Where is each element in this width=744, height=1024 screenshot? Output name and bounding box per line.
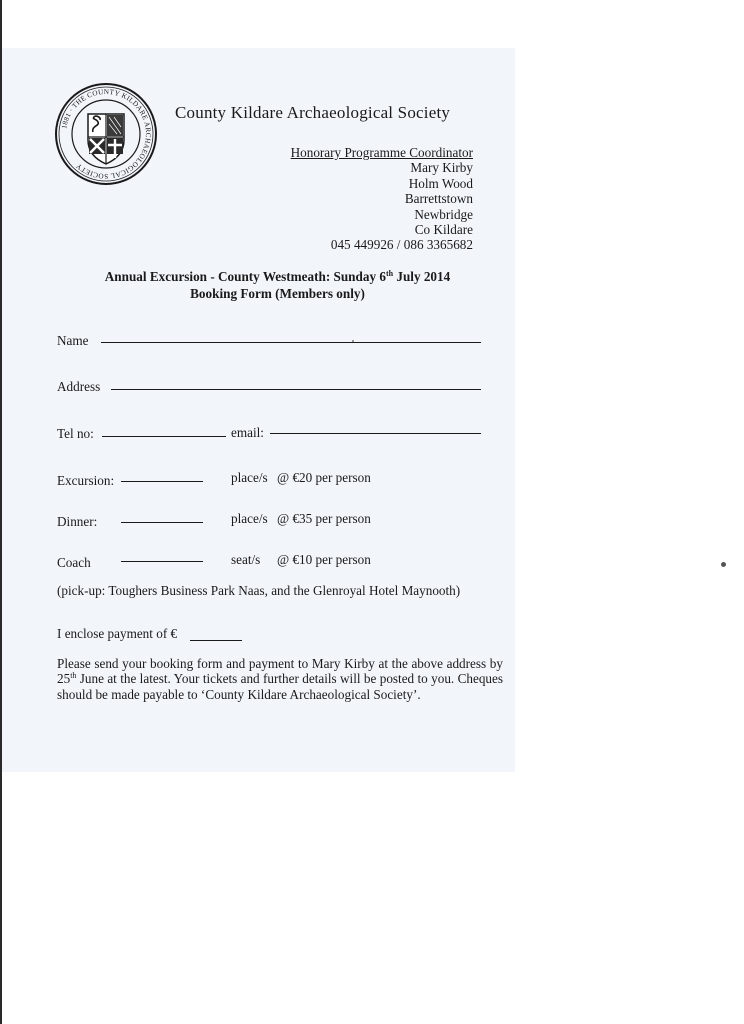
- coordinator-line-phone: 045 449926 / 086 3365682: [330, 237, 473, 253]
- scan-speck: [352, 340, 354, 342]
- address-label: Address: [57, 379, 101, 394]
- form-heading: [60, 268, 495, 302]
- excursion-unit: place/s: [231, 470, 268, 485]
- dinner-quantity-line[interactable]: [121, 522, 203, 523]
- dinner-label: Dinner:: [57, 514, 98, 529]
- event-title: Annual Excursion - County Westmeath: Sunday 6th July 2014: [104, 269, 451, 284]
- coach-price: @ €10 per person: [277, 552, 371, 567]
- coordinator-line-townland: Barrettstown: [404, 191, 473, 207]
- email-field-line[interactable]: [270, 433, 481, 434]
- tel-field-line[interactable]: [102, 436, 226, 437]
- scan-speck: [721, 562, 726, 567]
- coach-quantity-line[interactable]: [121, 561, 203, 562]
- coach-unit: seat/s: [231, 552, 261, 567]
- dinner-unit: place/s: [231, 511, 268, 526]
- tel-label: Tel no:: [57, 426, 94, 441]
- dinner-price: @ €35 per person: [277, 511, 371, 526]
- name-field-line[interactable]: [101, 342, 481, 343]
- coordinator-line-house: Holm Wood: [408, 175, 473, 191]
- excursion-price: @ €20 per person: [277, 470, 371, 485]
- payment-amount-line[interactable]: [190, 640, 242, 641]
- coach-label: Coach: [57, 555, 91, 570]
- email-label: email:: [231, 425, 264, 440]
- seal-ring-text: 1881 · THE COUNTY KILDARE ARCHAEOLOGICAL SOCIETY: [60, 87, 153, 181]
- excursion-quantity-line[interactable]: [121, 481, 203, 482]
- coordinator-line-town: Newbridge: [414, 206, 473, 222]
- payment-label: I enclose payment of €: [57, 626, 178, 641]
- coordinator-title: Honorary Programme Coordinator: [290, 145, 473, 160]
- pickup-note: (pick-up: Toughers Business Park Naas, and the Glenroyal Hotel Maynooth): [57, 583, 461, 598]
- name-label: Name: [57, 333, 89, 348]
- excursion-label: Excursion:: [57, 473, 115, 488]
- coordinator-contact-block: [240, 145, 473, 253]
- society-name: County Kildare Archaeological Society: [175, 103, 451, 122]
- address-field-line[interactable]: [111, 389, 481, 390]
- instructions-paragraph: Please send your booking form and payment to Mary Kirby at the above address by 25th June at the latest. Your tickets and further details will be posted to you. Cheques should be made payable to ‘County Kildare Archaeological Society’.: [57, 656, 503, 702]
- coordinator-line-county: Co Kildare: [414, 222, 473, 238]
- form-subtitle: Booking Form (Members only): [190, 286, 365, 301]
- coordinator-line-name: Mary Kirby: [410, 160, 473, 176]
- society-seal-logo: [54, 82, 158, 186]
